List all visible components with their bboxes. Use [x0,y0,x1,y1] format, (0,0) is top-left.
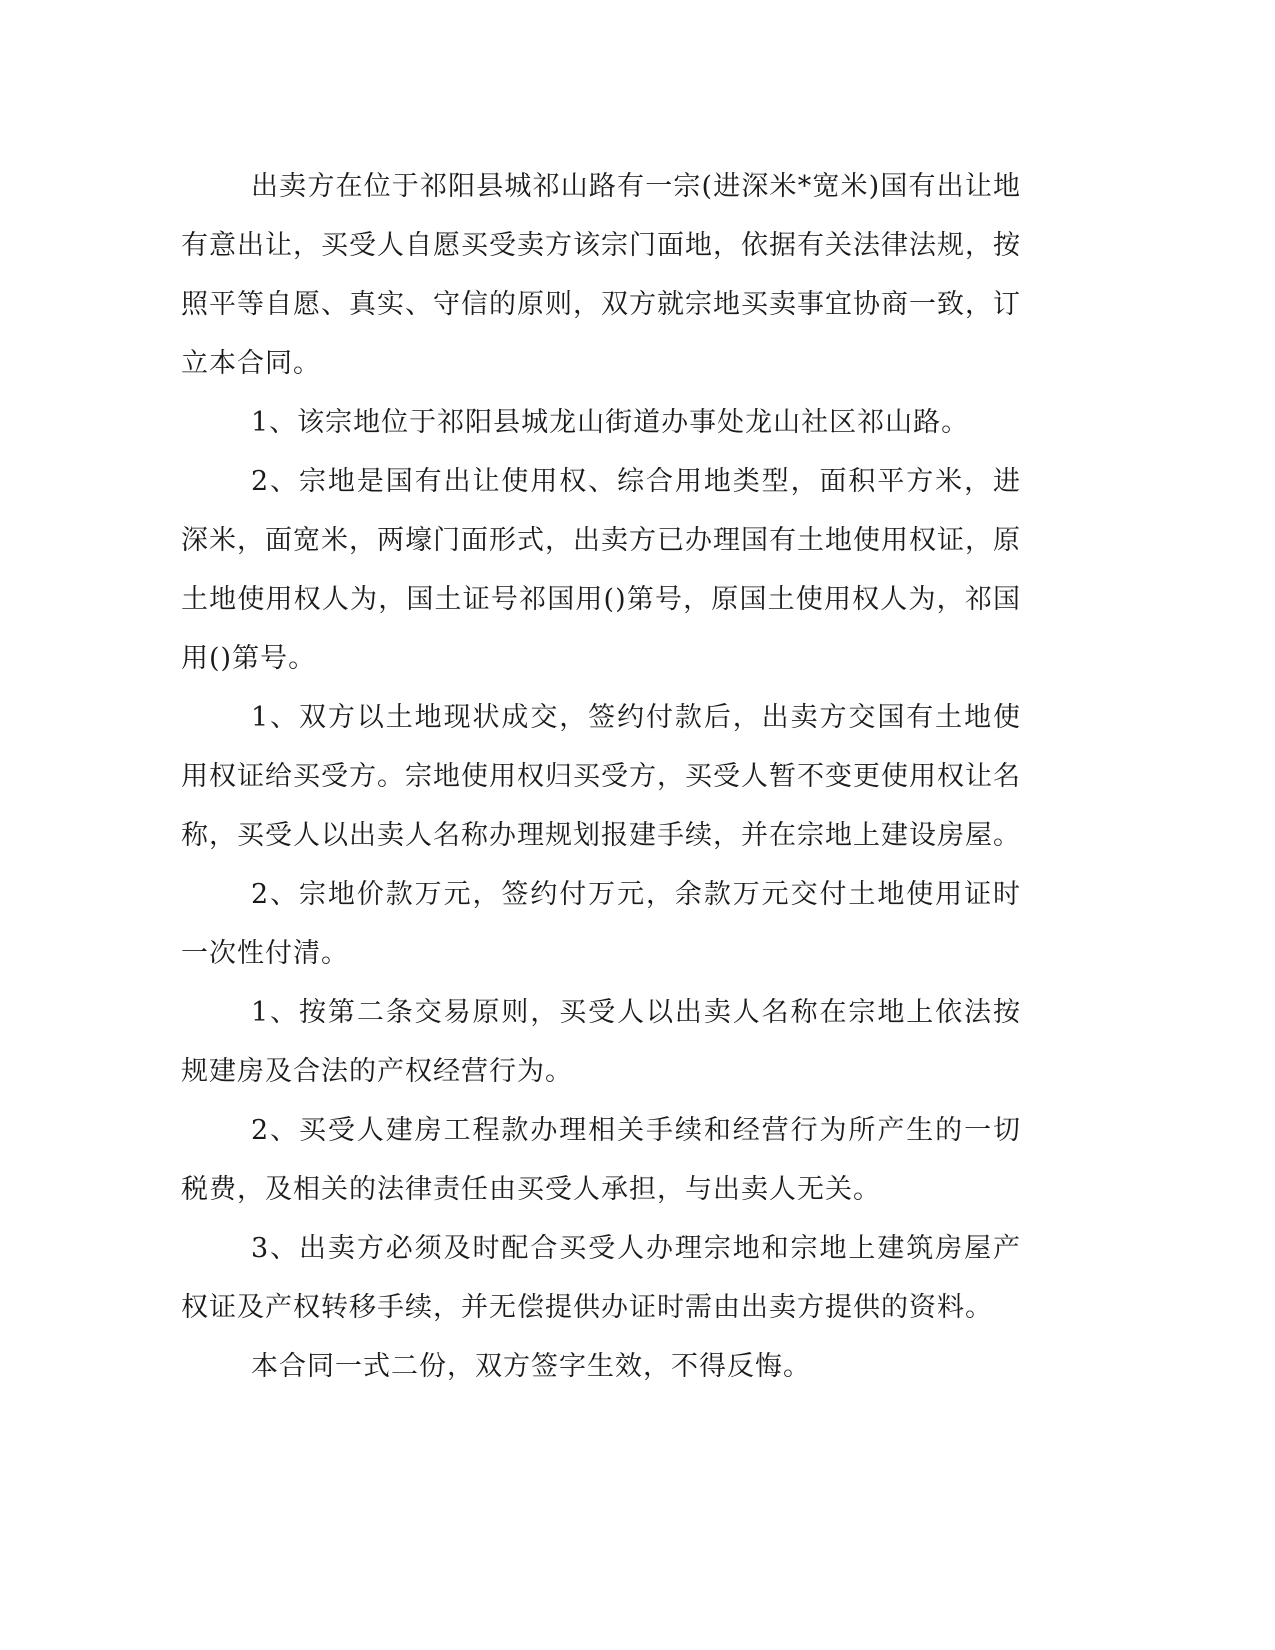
paragraph-closing: 本合同一式二份，双方签字生效，不得反悔。 [251,1351,811,1382]
paragraph-payment: 2、宗地价款万元，签约付万元，余款万元交付土地使用证时一次性付清。 [181,879,1021,969]
paragraph-construction-rights: 1、按第二条交易原则，买受人以出卖人名称在宗地上依法按规建房及合法的产权经营行为。 [181,997,1021,1087]
paragraph-land-details: 2、宗地是国有出让使用权、综合用地类型，面积平方米，进深米，面宽米，两壕门面形式，出卖方已办理国有土地使用权证，原土地使用权人为，国土证号祁国用()第号，原国土使用权人为，祁国用()第号。 [181,466,1021,674]
paragraph-seller-obligations: 3、出卖方必须及时配合买受人办理宗地和宗地上建筑房屋产权证及产权转移手续，并无偿提供办证时需由出卖方提供的资料。 [181,1233,1021,1323]
paragraph-transaction-terms: 1、双方以土地现状成交，签约付款后，出卖方交国有土地使用权证给买受方。宗地使用权归买受方，买受人暂不变更使用权让名称，买受人以出卖人名称办理规划报建手续，并在宗地上建设房屋。 [181,702,1021,851]
paragraph-location: 1、该宗地位于祁阳县城龙山街道办事处龙山社区祁山路。 [251,407,970,438]
paragraph-intro: 出卖方在位于祁阳县城祁山路有一宗(进深米*宽米)国有出让地有意出让，买受人自愿买受卖方该宗门面地，依据有关法律法规，按照平等自愿、真实、守信的原则，双方就宗地买卖事宜协商一致，订立本合同。 [181,171,1021,379]
contract-body [181,157,1021,1396]
paragraph-taxes-liability: 2、买受人建房工程款办理相关手续和经营行为所产生的一切税费，及相关的法律责任由买受人承担，与出卖人无关。 [181,1115,1021,1205]
